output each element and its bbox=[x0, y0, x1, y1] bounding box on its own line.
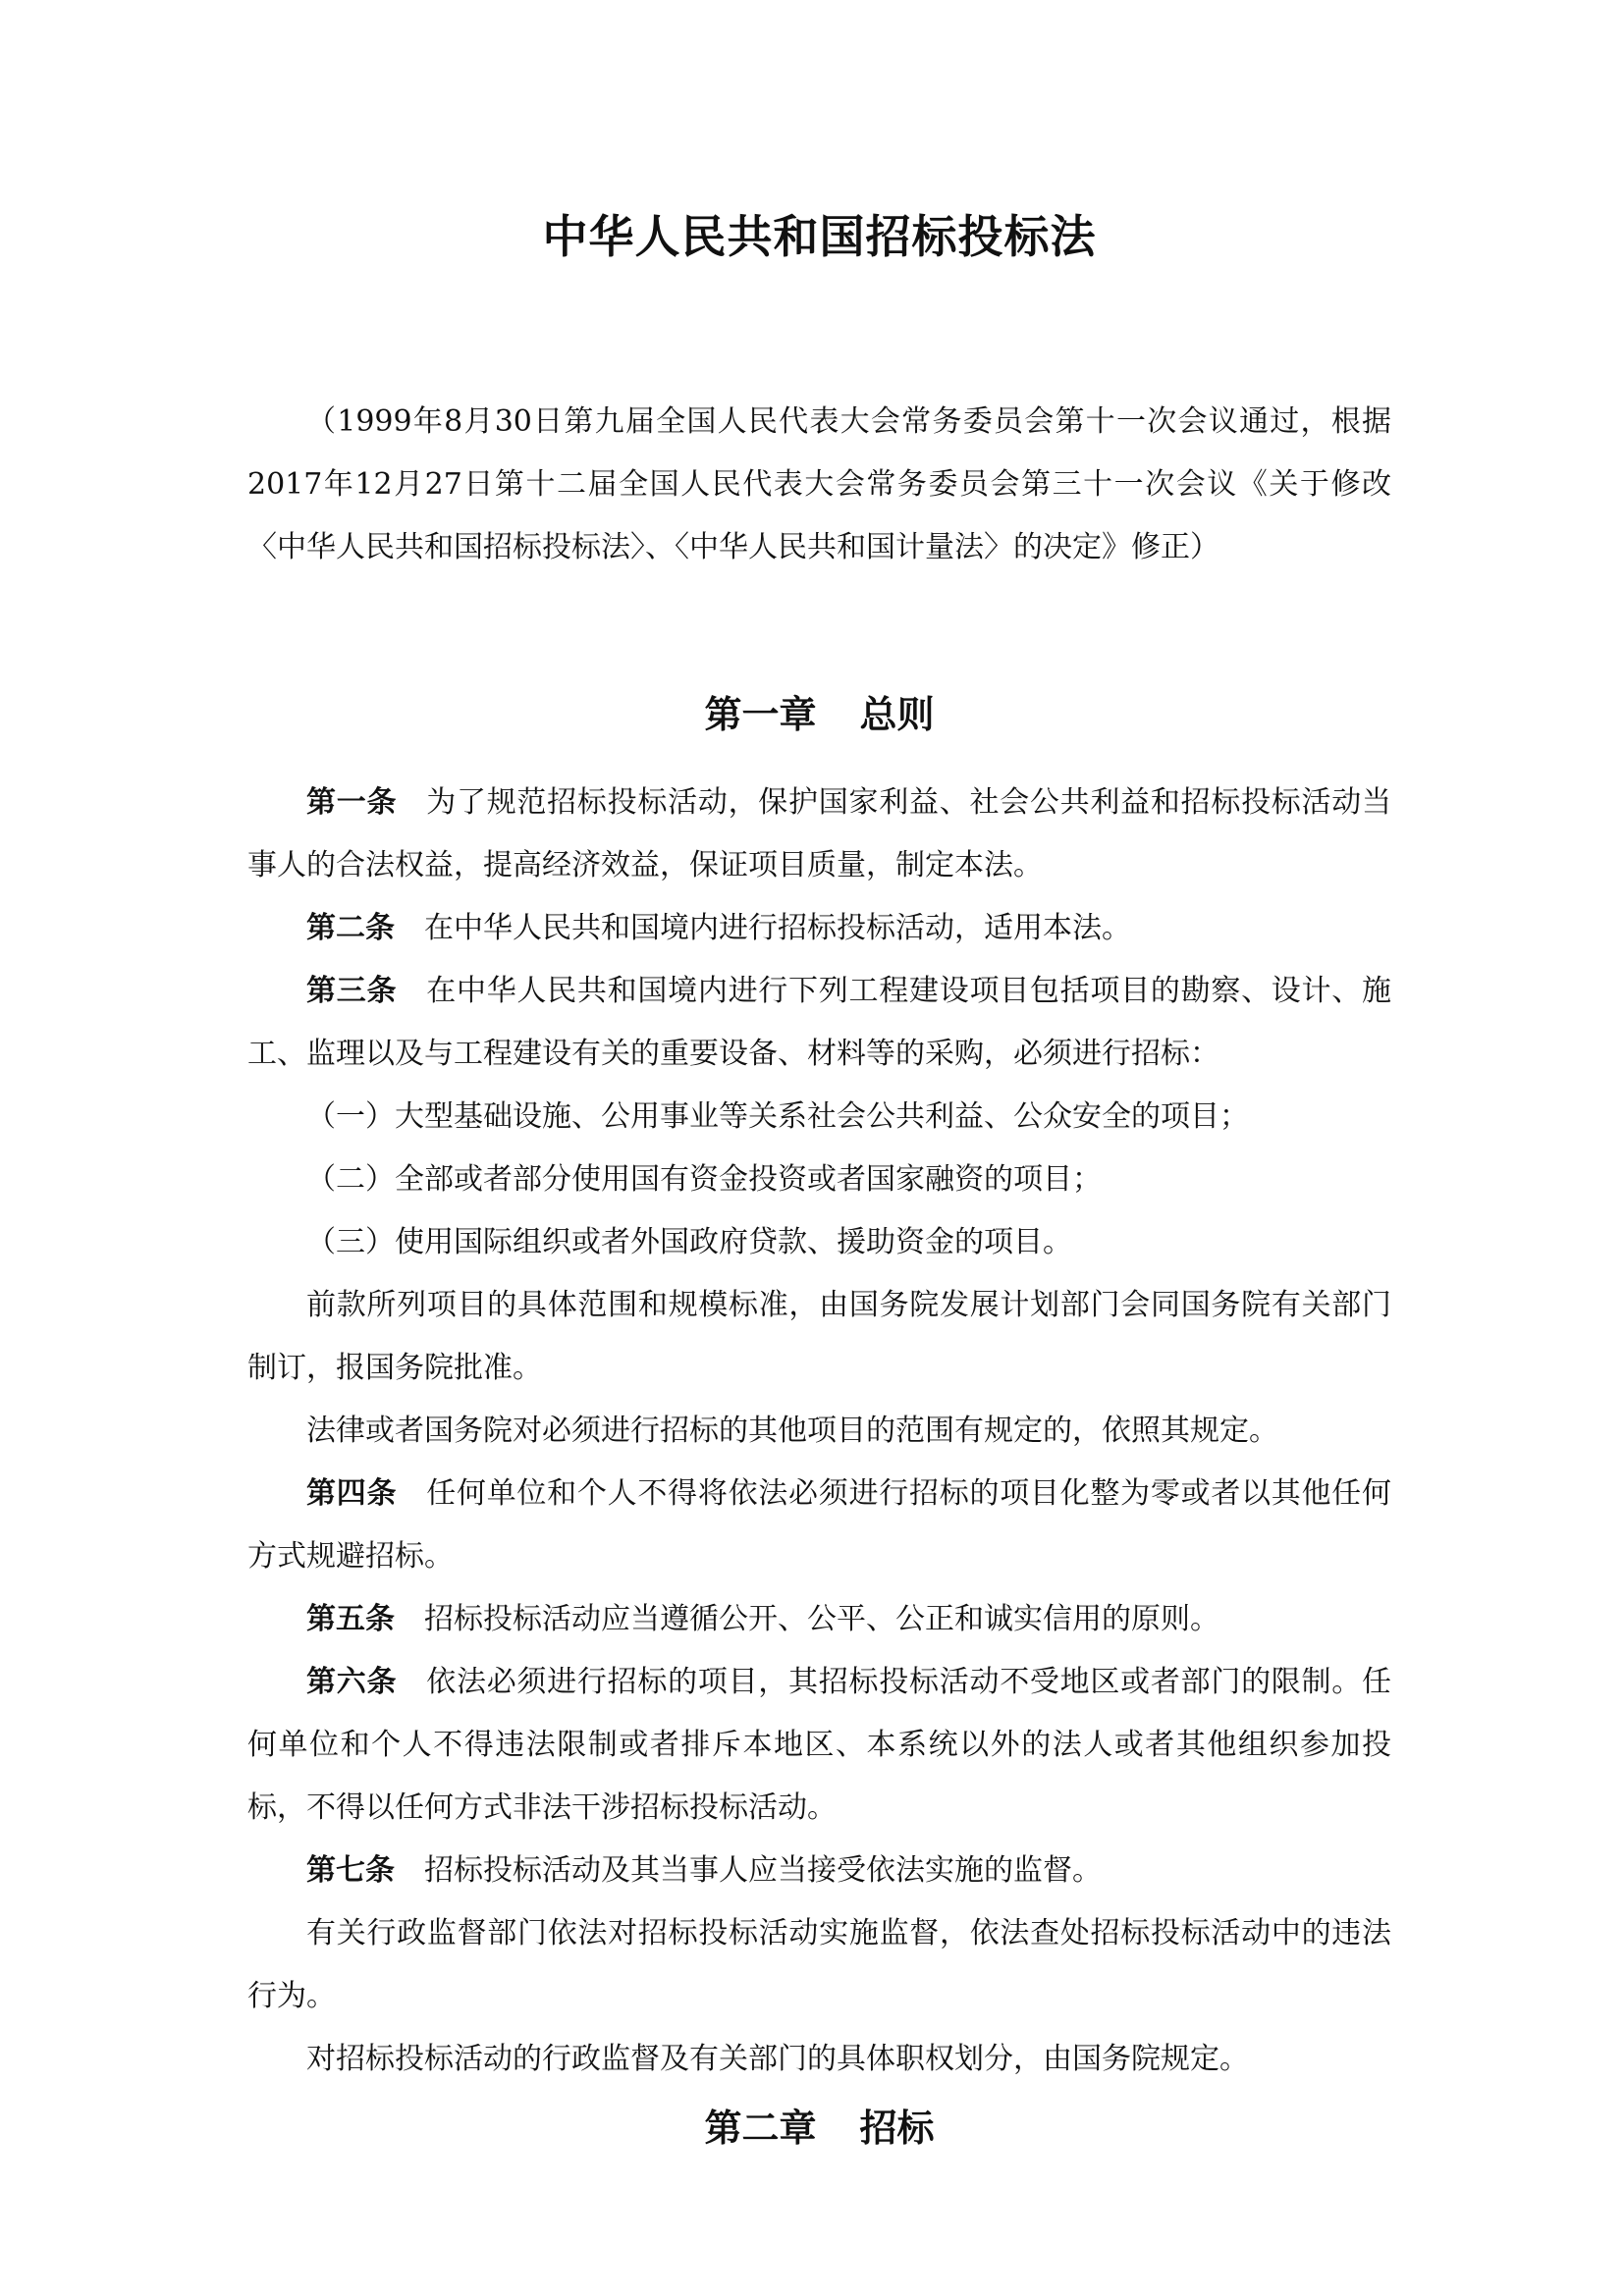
article-7-note-2: 对招标投标活动的行政监督及有关部门的具体职权划分，由国务院规定。 bbox=[306, 2042, 1249, 2076]
chapter-2-number: 第二章 bbox=[704, 2107, 817, 2150]
article-7 bbox=[247, 1840, 1391, 1902]
article-2-label: 第二条 bbox=[306, 911, 395, 945]
article-6-label: 第六条 bbox=[306, 1665, 398, 1699]
article-2-text: 在中华人民共和国境内进行招标投标活动，适用本法。 bbox=[424, 911, 1131, 945]
document-content bbox=[247, 206, 1391, 2185]
article-5-text: 招标投标活动应当遵循公开、公平、公正和诚实信用的原则。 bbox=[424, 1602, 1219, 1636]
article-3-label: 第三条 bbox=[306, 974, 398, 1008]
article-3-text: 在中华人民共和国境内进行下列工程建设项目包括项目的勘察、设计、施工、监理以及与工程建设有关的重要设备、材料等的采购，必须进行招标： bbox=[247, 974, 1392, 1071]
preamble: （1999年8月30日第九届全国人民代表大会常务委员会第十一次会议通过，根据2017年12月27日第十二届全国人民代表大会常务委员会第三十一次会议《关于修改〈中华人民共和国招标投标法〉、〈中华人民共和国计量法〉的决定》修正） bbox=[247, 404, 1391, 564]
article-5-label: 第五条 bbox=[306, 1602, 395, 1636]
chapter-1-name: 总则 bbox=[859, 693, 935, 736]
article-7-label: 第七条 bbox=[306, 1853, 395, 1888]
article-4-label: 第四条 bbox=[306, 1476, 398, 1511]
article-5 bbox=[247, 1588, 1391, 1651]
article-3-item-3: （三）使用国际组织或者外国政府贷款、援助资金的项目。 bbox=[306, 1225, 1072, 1259]
article-1-text: 为了规范招标投标活动，保护国家利益、社会公共利益和招标投标活动当事人的合法权益，提高经济效益，保证项目质量，制定本法。 bbox=[247, 785, 1392, 882]
article-3-note-1: 前款所列项目的具体范围和规模标准，由国务院发展计划部门会同国务院有关部门制订，报国务院批准。 bbox=[247, 1288, 1391, 1385]
article-7-text: 招标投标活动及其当事人应当接受依法实施的监督。 bbox=[424, 1853, 1102, 1888]
article-6 bbox=[247, 1651, 1391, 1840]
article-3-item-2: （二）全部或者部分使用国有资金投资或者国家融资的项目； bbox=[306, 1162, 1102, 1197]
article-3-item-1: （一）大型基础设施、公用事业等关系社会公共利益、公众安全的项目； bbox=[306, 1099, 1249, 1134]
article-3 bbox=[247, 960, 1391, 1086]
article-4-text: 任何单位和个人不得将依法必须进行招标的项目化整为零或者以其他任何方式规避招标。 bbox=[247, 1476, 1392, 1574]
chapter-1-number: 第一章 bbox=[704, 693, 817, 736]
article-1-label: 第一条 bbox=[306, 785, 398, 820]
article-1 bbox=[247, 772, 1391, 897]
article-2 bbox=[247, 897, 1391, 960]
article-7-note-1: 有关行政监督部门依法对招标投标活动实施监督，依法查处招标投标活动中的违法行为。 bbox=[247, 1916, 1391, 2013]
article-3-note-2: 法律或者国务院对必须进行招标的其他项目的范围有规定的，依照其规定。 bbox=[306, 1414, 1278, 1448]
article-4 bbox=[247, 1463, 1391, 1588]
chapter-2-heading bbox=[247, 2099, 1391, 2158]
chapter-1-heading bbox=[247, 685, 1391, 744]
chapter-2-name: 招标 bbox=[859, 2107, 935, 2150]
article-6-text: 依法必须进行招标的项目，其招标投标活动不受地区或者部门的限制。任何单位和个人不得违法限制或者排斥本地区、本系统以外的法人或者其他组织参加投标，不得以任何方式非法干涉招标投标活动。 bbox=[247, 1665, 1392, 1825]
document-title: 中华人民共和国招标投标法 bbox=[542, 210, 1097, 263]
